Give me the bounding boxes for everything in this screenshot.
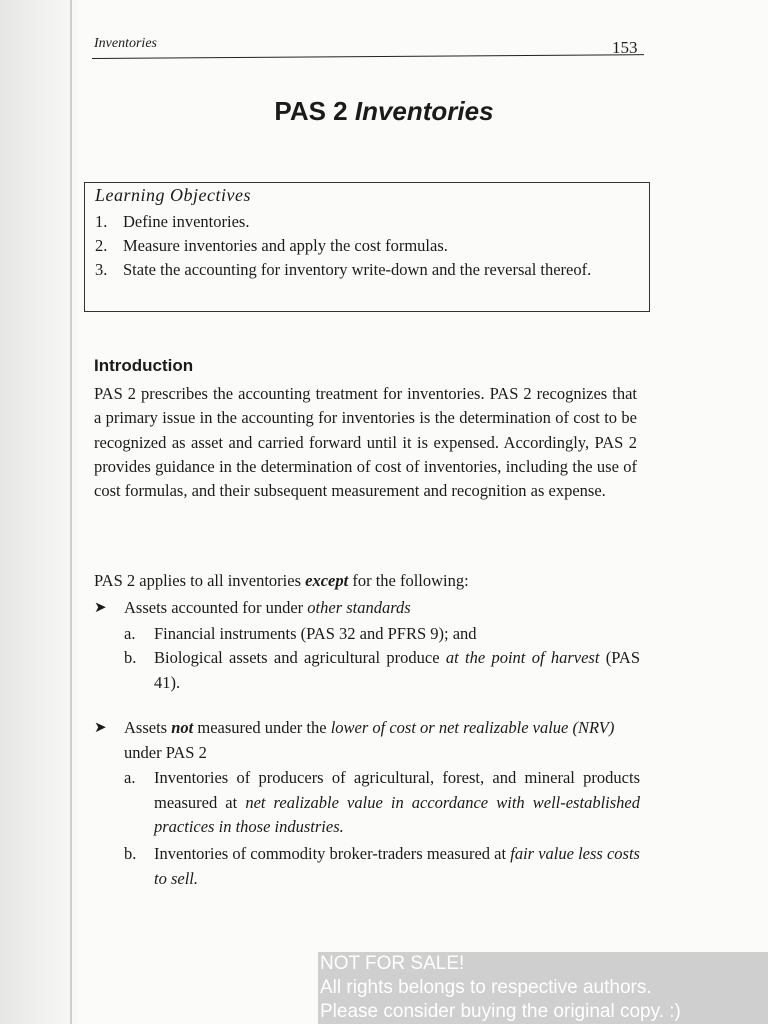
- subitem-text-tail: (PAS 41).: [154, 648, 641, 692]
- objective-number: 1.: [95, 212, 108, 231]
- objective-number: 3.: [95, 260, 108, 279]
- subitem-text-emphasis: fair value less costs to sell.: [154, 844, 640, 888]
- subitem-letter: a.: [124, 624, 136, 643]
- subitem-text-emphasis: net realizable value in accordance with well-established practices in those industries.: [154, 792, 640, 836]
- subitem-letter: a.: [124, 768, 136, 787]
- objective-item: [95, 258, 641, 282]
- exception-group-other-standards: [94, 596, 644, 696]
- subitem-text-lead: Biological assets and agricultural produce: [154, 648, 446, 667]
- watermark-line-1: NOT FOR SALE!: [320, 953, 465, 974]
- applies-emphasis: except: [305, 571, 349, 590]
- objective-item: [95, 234, 641, 258]
- exception-heading-lead: Assets: [124, 718, 172, 737]
- exception-heading-lead: Assets accounted for under: [124, 598, 308, 617]
- exception-heading: [124, 596, 411, 621]
- running-head: Inventories: [94, 36, 157, 51]
- page-number: 153: [612, 38, 638, 57]
- applies-statement: [94, 571, 469, 591]
- subitem-text: [154, 842, 640, 891]
- watermark-banner: [318, 952, 768, 1024]
- objective-text: State the accounting for inventory write-down and the reversal thereof.: [123, 260, 592, 279]
- objective-item: [95, 210, 641, 234]
- chapter-title-italic: Inventories: [354, 96, 494, 126]
- subitem-text: [154, 646, 640, 695]
- exception-heading-mid: measured under the: [193, 718, 331, 737]
- subitem-text-lead: Inventories of commodity broker-traders measured at: [154, 844, 511, 863]
- applies-tail: for the following:: [348, 571, 469, 590]
- chapter-title: [0, 96, 768, 127]
- watermark-line-2: All rights belongs to respective authors.: [320, 977, 652, 998]
- header-rule: [92, 54, 644, 59]
- objective-text: Define inventories.: [123, 212, 250, 231]
- exception-group-not-measured: [94, 716, 644, 896]
- introduction-paragraph: PAS 2 prescribes the accounting treatment for inventories. PAS 2 recognizes that a primary issue in the accounting for inventories is the determination of cost to be recognized as asset and carried forward until it is expensed. Accordingly, PAS 2 provides guidance in the determination of cost of inventories, including the use of cost formulas, and their subsequent measurement and recognition as expense.: [94, 384, 637, 501]
- subitem-text-emphasis: at the point of harvest: [445, 648, 600, 667]
- subitem-letter: b.: [124, 648, 137, 667]
- objective-number: 2.: [95, 236, 108, 255]
- objective-text: Measure inventories and apply the cost formulas.: [123, 236, 448, 255]
- exception-heading-not: not: [171, 718, 194, 737]
- arrow-bullet-icon: ➤: [94, 720, 107, 736]
- exception-heading-emphasis: other standards: [307, 598, 411, 617]
- learning-objectives-box: [84, 182, 650, 312]
- applies-lead: PAS 2 applies to all inventories: [94, 571, 306, 590]
- introduction-heading: Introduction: [94, 356, 194, 375]
- learning-objectives-list: [95, 210, 641, 282]
- watermark-line-3: Please consider buying the original copy. :): [320, 1001, 681, 1022]
- exception-heading: [124, 716, 639, 765]
- exception-heading-emphasis: lower of cost or net realizable value (NRV): [330, 718, 615, 737]
- subitem-text: Financial instruments (PAS 32 and PFRS 9); and: [154, 624, 477, 643]
- subitem-letter: b.: [124, 844, 137, 863]
- learning-objectives-heading: Learning Objectives: [95, 185, 251, 205]
- subitem-text: [154, 766, 640, 840]
- arrow-bullet-icon: ➤: [94, 600, 107, 616]
- chapter-title-prefix: PAS 2: [274, 96, 348, 126]
- exception-heading-tail: under PAS 2: [124, 742, 207, 762]
- subitem-text-lead: Inventories of producers of agricultural, forest, and mineral products measured at: [154, 768, 640, 812]
